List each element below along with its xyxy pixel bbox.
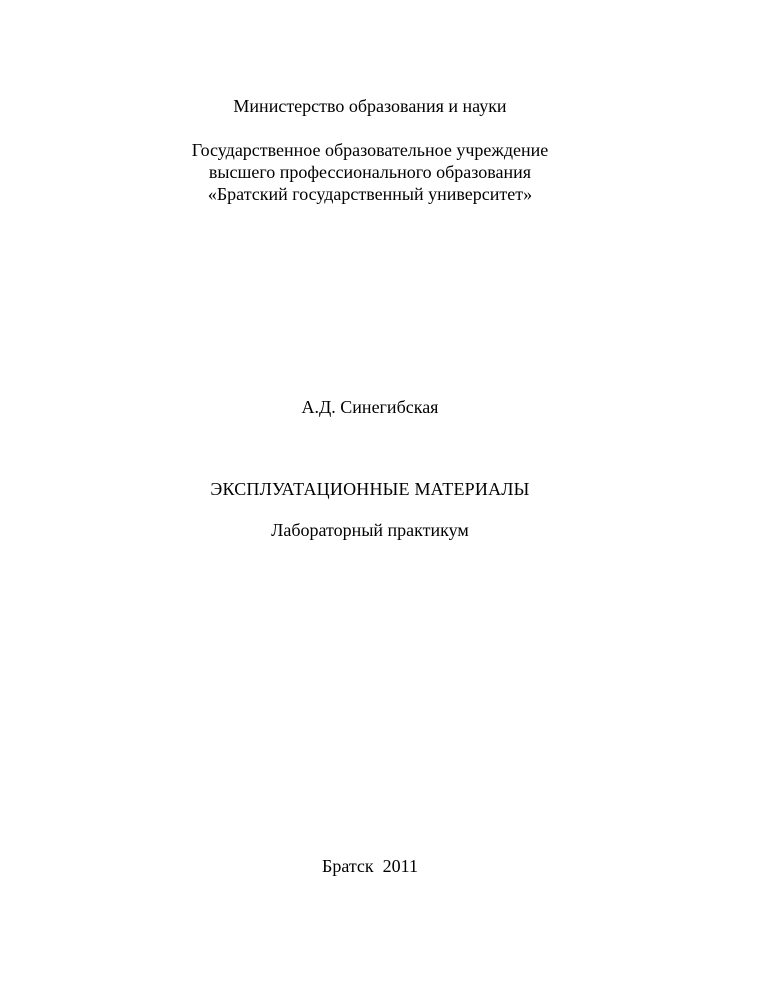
- city-year: Братск 2011: [321, 856, 418, 876]
- document-subtitle: Лабораторный практикум: [271, 520, 469, 540]
- author-name: А.Д. Синегибская: [301, 397, 439, 417]
- institution-line-1: Государственное образовательное учреждение: [191, 140, 549, 160]
- document-title: ЭКСПЛУАТАЦИОННЫЕ МАТЕРИАЛЫ: [210, 479, 530, 499]
- institution-line-3: «Братский государственный университет»: [207, 184, 533, 204]
- ministry-name: Министерство образования и науки: [233, 96, 507, 116]
- institution-line-2: высшего профессионального образования: [208, 162, 532, 182]
